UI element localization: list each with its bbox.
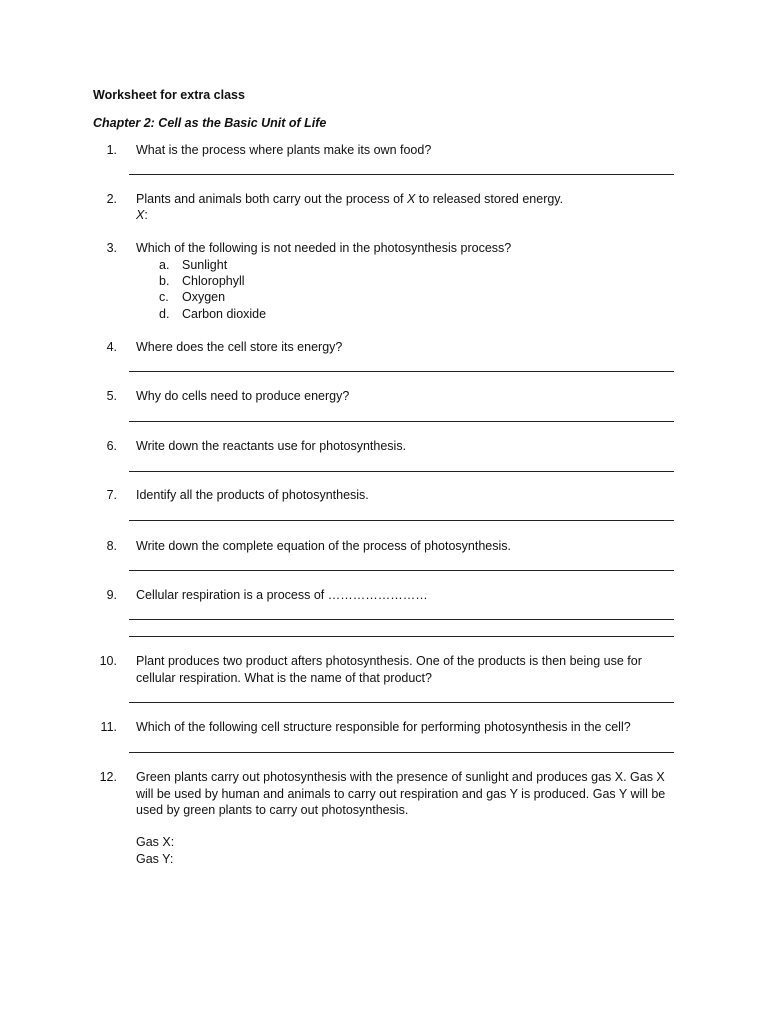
option-text: Sunlight xyxy=(182,258,228,272)
question-number: 10. xyxy=(99,654,117,668)
chapter-heading: Chapter 2: Cell as the Basic Unit of Life xyxy=(93,116,327,130)
answer-label-x[interactable]: X: xyxy=(136,208,148,222)
answer-line[interactable] xyxy=(129,174,674,175)
question-text: Which of the following is not needed in the photosynthesis process? xyxy=(136,241,512,255)
worksheet-title: Worksheet for extra class xyxy=(93,88,245,102)
answer-line[interactable] xyxy=(129,471,674,472)
option-letter: a. xyxy=(159,258,170,272)
question-number: 3. xyxy=(106,241,117,255)
answer-line[interactable] xyxy=(129,520,674,521)
question-number: 5. xyxy=(106,389,117,403)
question-number: 2. xyxy=(106,192,117,206)
question-number: 12. xyxy=(99,770,117,784)
question-number: 1. xyxy=(106,143,117,157)
question-number: 9. xyxy=(106,588,117,602)
option-text: Oxygen xyxy=(182,290,226,304)
option-text: Chlorophyll xyxy=(182,274,245,288)
question-text: Green plants carry out photosynthesis with the presence of sunlight and produces gas X. Gas X will be used by human and animals to carry out respiration and gas Y is produced. Gas Y will be used by green plants to carry out photosynthesis. xyxy=(136,770,666,817)
answer-label-gas-x[interactable]: Gas X: xyxy=(136,835,175,849)
question-number: 8. xyxy=(106,539,117,553)
answer-line[interactable] xyxy=(129,619,674,620)
question-text: Write down the reactants use for photosynthesis. xyxy=(136,439,407,453)
question-text: Plants and animals both carry out the process of X to released stored energy. xyxy=(136,192,564,206)
question-text: Identify all the products of photosynthesis. xyxy=(136,488,369,502)
question-number: 7. xyxy=(106,488,117,502)
question-text: Cellular respiration is a process of …………………… xyxy=(136,588,428,602)
question-number: 6. xyxy=(106,439,117,453)
question-text: Which of the following cell structure responsible for performing photosynthesis in the cell? xyxy=(136,720,631,734)
answer-line[interactable] xyxy=(129,570,674,571)
answer-line[interactable] xyxy=(129,636,674,637)
option-letter: b. xyxy=(159,274,170,288)
question-text: Write down the complete equation of the process of photosynthesis. xyxy=(136,539,511,553)
question-text: Where does the cell store its energy? xyxy=(136,340,343,354)
answer-label-gas-y[interactable]: Gas Y: xyxy=(136,852,174,866)
question-number: 4. xyxy=(106,340,117,354)
question-text: Plant produces two product afters photosynthesis. One of the products is then being use for cellular respiration. What is the name of that product? xyxy=(136,654,642,685)
option-letter: c. xyxy=(159,290,169,304)
question-text: What is the process where plants make its own food? xyxy=(136,143,432,157)
option-text: Carbon dioxide xyxy=(182,307,267,321)
answer-line[interactable] xyxy=(129,752,674,753)
question-text: Why do cells need to produce energy? xyxy=(136,389,350,403)
answer-line[interactable] xyxy=(129,702,674,703)
option-letter: d. xyxy=(159,307,170,321)
question-number: 11. xyxy=(100,720,117,734)
answer-line[interactable] xyxy=(129,371,674,372)
answer-line[interactable] xyxy=(129,421,674,422)
